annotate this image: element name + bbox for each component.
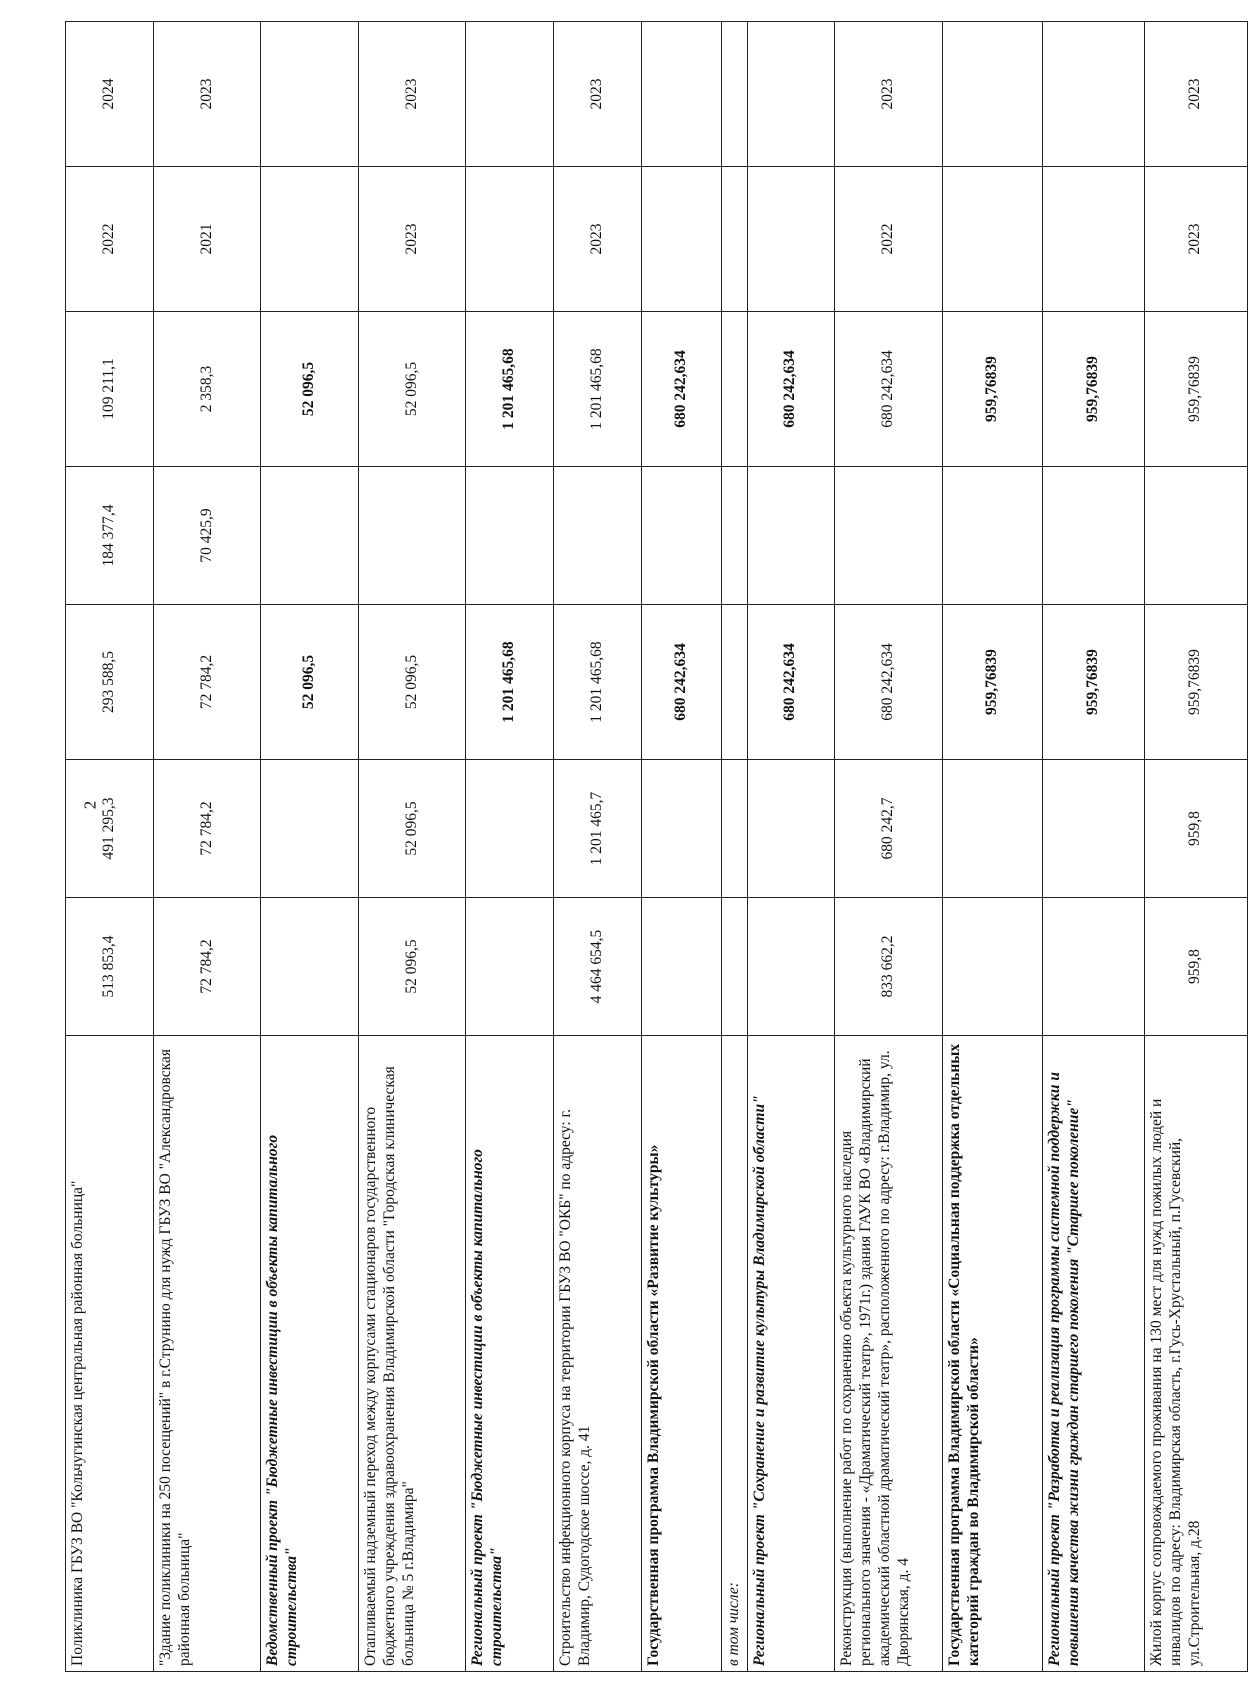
cell-name: Отапливаемый надземный переход между корпусами стационаров государственного бюджетного учреждения здравоохранения Владимирской области "Городская клиническая больница № 5 г.Владимира" xyxy=(359,1036,466,1672)
cell-value xyxy=(466,760,554,898)
cell-value: 2 358,3 xyxy=(154,312,261,467)
cell-value xyxy=(261,898,359,1036)
cell-year: 2023 xyxy=(359,167,466,312)
cell-value: 70 425,9 xyxy=(154,467,261,605)
table-body xyxy=(66,22,1248,1672)
cell-year xyxy=(722,22,748,167)
cell-year: 2023 xyxy=(554,22,642,167)
cell-year xyxy=(1042,167,1144,312)
cell-value: 1 201 465,68 xyxy=(554,312,642,467)
cell-name: Региональный проект "Разработка и реализация программы системной поддержки и повышения качества жизни граждан старшего поколения "Старшее поколение" xyxy=(1042,1036,1144,1672)
cell-value xyxy=(747,467,834,605)
cell-year xyxy=(747,167,834,312)
cell-year xyxy=(942,167,1042,312)
cell-year: 2023 xyxy=(154,22,261,167)
cell-value xyxy=(942,760,1042,898)
cell-value xyxy=(642,467,722,605)
cell-value: 959,76839 xyxy=(942,605,1042,760)
cell-name: Региональный проект "Сохранение и развитие культуры Владимирской области" xyxy=(747,1036,834,1672)
cell-value xyxy=(261,467,359,605)
cell-value: 959,76839 xyxy=(1042,312,1144,467)
cell-name: Жилой корпус сопровождаемого проживания на 130 мест для нужд пожилых людей и инвалидов по адресу: Владимирская область, г.Гусь-Хрустальный, п.Гусевский, ул.Строительная, д.28 xyxy=(1144,1036,1247,1672)
cell-value: 680 242,634 xyxy=(642,312,722,467)
table-row xyxy=(554,22,642,1672)
cell-value: 52 096,5 xyxy=(359,312,466,467)
rotated-table-container xyxy=(65,22,1204,1672)
cell-value: 4 464 654,5 xyxy=(554,898,642,1036)
cell-value: 1 201 465,68 xyxy=(466,605,554,760)
cell-year: 2023 xyxy=(1144,167,1247,312)
cell-value xyxy=(642,760,722,898)
cell-value: 491 295,3 xyxy=(66,760,154,898)
cell-value: 959,76839 xyxy=(1144,605,1247,760)
table-row xyxy=(1042,22,1144,1672)
cell-value: 680 242,634 xyxy=(747,312,834,467)
cell-value: 72 784,2 xyxy=(154,605,261,760)
cell-value xyxy=(722,467,748,605)
cell-year xyxy=(1042,22,1144,167)
cell-value xyxy=(1042,898,1144,1036)
cell-value: 680 242,7 xyxy=(834,760,942,898)
cell-value: 680 242,634 xyxy=(642,605,722,760)
cell-year: 2023 xyxy=(1144,22,1247,167)
cell-year: 2024 xyxy=(66,22,154,167)
table-row xyxy=(747,22,834,1672)
cell-value xyxy=(747,760,834,898)
cell-year: 2021 xyxy=(154,167,261,312)
cell-value xyxy=(554,467,642,605)
cell-value xyxy=(834,467,942,605)
cell-year xyxy=(942,22,1042,167)
cell-value xyxy=(1144,467,1247,605)
cell-name: Строительство инфекционного корпуса на территории ГБУЗ ВО "ОКБ" по адресу: г. Владимир, Судогодское шоссе, д. 41 xyxy=(554,1036,642,1672)
cell-year xyxy=(466,167,554,312)
cell-value: 109 211,1 xyxy=(66,312,154,467)
cell-value xyxy=(747,898,834,1036)
cell-value xyxy=(1042,760,1144,898)
cell-value xyxy=(722,312,748,467)
cell-value xyxy=(466,467,554,605)
cell-value: 52 096,5 xyxy=(359,898,466,1036)
cell-name: Государственная программа Владимирской области «Социальная поддержка отдельных категорий граждан во Владимирской области» xyxy=(942,1036,1042,1672)
cell-value xyxy=(261,760,359,898)
cell-name: Региональный проект "Бюджетные инвестиции в объекты капитального строительства" xyxy=(466,1036,554,1672)
cell-value: 1 201 465,68 xyxy=(554,605,642,760)
cell-value: 680 242,634 xyxy=(834,312,942,467)
table-row xyxy=(261,22,359,1672)
cell-name: Поликлиника ГБУЗ ВО "Кольчугинская центральная районная больница" xyxy=(66,1036,154,1672)
cell-value xyxy=(722,898,748,1036)
cell-year: 2023 xyxy=(359,22,466,167)
cell-value: 1 201 465,7 xyxy=(554,760,642,898)
cell-year xyxy=(261,167,359,312)
cell-value xyxy=(466,898,554,1036)
table-row xyxy=(642,22,722,1672)
budget-investment-table xyxy=(65,21,1248,1672)
cell-value xyxy=(722,605,748,760)
cell-value: 680 242,634 xyxy=(834,605,942,760)
cell-value: 52 096,5 xyxy=(359,605,466,760)
table-row xyxy=(154,22,261,1672)
cell-value: 959,76839 xyxy=(1042,605,1144,760)
cell-value: 959,8 xyxy=(1144,898,1247,1036)
cell-year: 2023 xyxy=(554,167,642,312)
cell-value: 959,76839 xyxy=(942,312,1042,467)
cell-value: 833 662,2 xyxy=(834,898,942,1036)
cell-value xyxy=(1042,467,1144,605)
cell-value: 1 201 465,68 xyxy=(466,312,554,467)
cell-year xyxy=(642,22,722,167)
table-row xyxy=(66,22,154,1672)
cell-name: Ведомственный проект "Бюджетные инвестиции в объекты капитального строительства" xyxy=(261,1036,359,1672)
table-row xyxy=(466,22,554,1672)
cell-year xyxy=(722,167,748,312)
cell-year: 2022 xyxy=(834,167,942,312)
cell-name: Реконструкция (выполнение работ по сохранению объекта культурного наследия регионального значения - «Драматический театр», 1971г.) здания ГАУК ВО «Владимирский академический областной драматический театр», расположенного по адресу: г.Владимир, ул. Дворянская, д. 4 xyxy=(834,1036,942,1672)
cell-value: 293 588,5 xyxy=(66,605,154,760)
cell-value: 52 096,5 xyxy=(261,605,359,760)
cell-value xyxy=(642,898,722,1036)
cell-value: 184 377,4 xyxy=(66,467,154,605)
cell-value xyxy=(359,467,466,605)
cell-year xyxy=(466,22,554,167)
table-row xyxy=(834,22,942,1672)
table-row xyxy=(1144,22,1247,1672)
page-number: 2 xyxy=(80,800,100,810)
cell-value: 72 784,2 xyxy=(154,760,261,898)
cell-value xyxy=(942,898,1042,1036)
cell-year: 2023 xyxy=(834,22,942,167)
cell-year xyxy=(642,167,722,312)
cell-value: 72 784,2 xyxy=(154,898,261,1036)
cell-value: 959,8 xyxy=(1144,760,1247,898)
cell-value: 959,76839 xyxy=(1144,312,1247,467)
cell-year xyxy=(747,22,834,167)
cell-value: 52 096,5 xyxy=(261,312,359,467)
cell-value xyxy=(722,760,748,898)
cell-value: 513 853,4 xyxy=(66,898,154,1036)
table-row xyxy=(359,22,466,1672)
cell-name: Государственная программа Владимирской области «Развитие культуры» xyxy=(642,1036,722,1672)
table-row xyxy=(942,22,1042,1672)
cell-name: в том числе: xyxy=(722,1036,748,1672)
cell-name: "Здание поликлиники на 250 посещений" в г.Струнино для нужд ГБУЗ ВО "Александровская районная больница" xyxy=(154,1036,261,1672)
table-row xyxy=(722,22,748,1672)
cell-value: 680 242,634 xyxy=(747,605,834,760)
cell-value xyxy=(942,467,1042,605)
cell-year: 2022 xyxy=(66,167,154,312)
cell-year xyxy=(261,22,359,167)
cell-value: 52 096,5 xyxy=(359,760,466,898)
